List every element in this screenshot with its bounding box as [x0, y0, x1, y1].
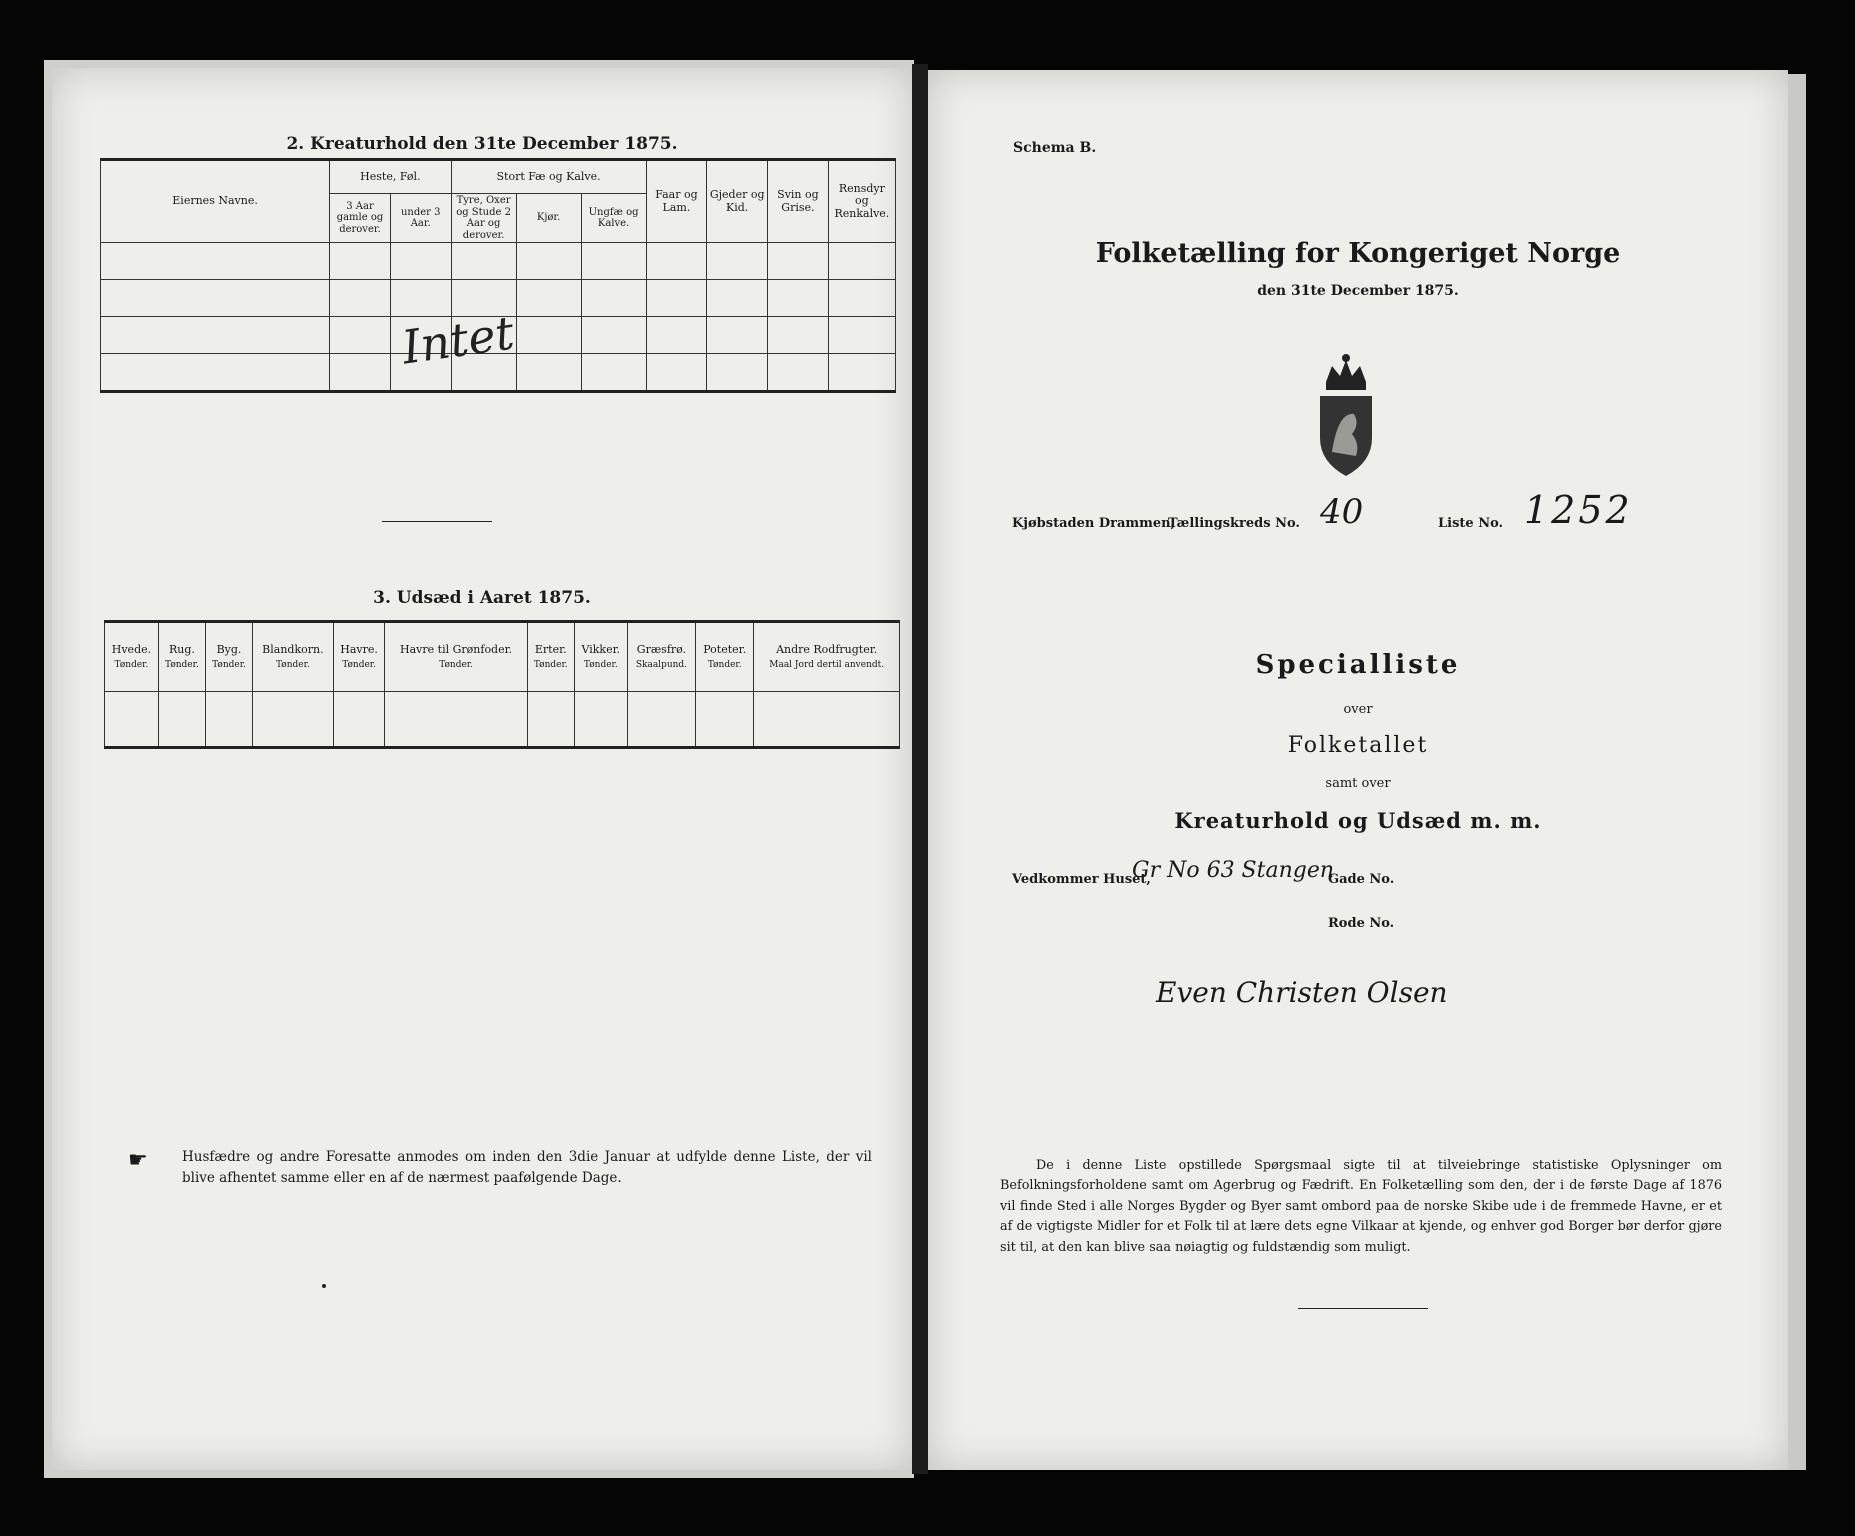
sowing-header-cell	[253, 622, 334, 692]
schema-label: Schema B.	[1013, 140, 1097, 156]
sowing-crop-label: Erter.	[534, 642, 567, 656]
sowing-unit-label: Tønder.	[583, 660, 618, 671]
sowing-value-cell	[754, 692, 900, 748]
sowing-crop-label: Andre Rodfrugter.	[776, 642, 878, 656]
pointing-hand-icon: ☛	[128, 1148, 148, 1173]
goats-header: Gjeder og Kid.	[707, 160, 768, 243]
sowing-value-cell	[333, 692, 385, 748]
district-label: Tællingskreds No.	[1168, 516, 1300, 531]
book-gutter	[912, 64, 928, 1474]
sowing-unit-label: Tønder.	[165, 660, 199, 671]
kreatur-text: Kreaturhold og Udsæd m. m.	[1174, 808, 1542, 833]
sowing-unit-label: Tønder.	[533, 660, 568, 671]
sowing-unit-label: Tønder.	[114, 660, 149, 671]
reindeer-header: Rensdyr og Renkalve.	[828, 160, 895, 243]
sowing-unit-label: Maal Jord dertil anvendt.	[769, 660, 885, 671]
street-label: Gade No.	[1328, 872, 1395, 887]
sheep-header: Faar og Lam.	[646, 160, 707, 243]
right-page	[928, 70, 1788, 1470]
sowing-header-cell	[527, 622, 574, 692]
divider	[1298, 1308, 1428, 1309]
specialliste-title: Specialliste	[1255, 650, 1461, 680]
table-row	[101, 243, 896, 280]
notice-text: Husfædre og andre Foresatte anmodes om inden den 3die Januar at udfylde denne Liste, der vil blive afhentet samme eller en af de nærmest paafølgende Dage.	[182, 1149, 872, 1186]
census-date: den 31te December 1875.	[1257, 283, 1459, 299]
over-text: over	[1343, 702, 1373, 717]
info-paragraph: De i denne Liste opstillede Spørgsmaal sigte til at tilveiebringe statistiske Oplysninger om Befolkningsforholdene samt om Agerbrug og Fædrift. En Folketælling som den, der i de første Dage af 1876 vil finde Sted i alle Norges Bygder og Byer samt ombord paa de norske Skibe ude i de fremmede Havne, er et af de vigtigste Midler for et Folk til at lære dets egne Vilkaar at kjende, og enhver god Borger bør derfor gjøre sit til, at den kan blive saa nøiagtig og fuldstændig som muligt.	[1000, 1158, 1722, 1255]
sowing-crop-label: Byg.	[216, 642, 242, 656]
list-label: Liste No.	[1438, 516, 1504, 531]
cattle-young-header: Ungfæ og Kalve.	[581, 194, 646, 243]
town-label: Kjøbstaden Drammen,	[1012, 516, 1176, 531]
sowing-value-cell	[205, 692, 252, 748]
sowing-header-cell	[158, 622, 205, 692]
sowing-table	[104, 620, 900, 749]
sowing-value-cell	[527, 692, 574, 748]
page-stack-edge	[1788, 74, 1806, 1470]
folketallet-text: Folketallet	[1287, 733, 1429, 758]
ink-dot	[322, 1284, 326, 1288]
sowing-crop-label: Havre til Grønfoder.	[400, 642, 513, 656]
section3-title: 3. Udsæd i Aaret 1875.	[373, 588, 591, 608]
sowing-unit-label: Skaalpund.	[635, 660, 688, 671]
sowing-header-cell	[696, 622, 754, 692]
sowing-unit-label: Tønder.	[342, 660, 376, 671]
sowing-header-cell	[627, 622, 695, 692]
sowing-value-cell	[696, 692, 754, 748]
sowing-crop-label: Havre.	[340, 642, 378, 656]
cattle-cows-header: Kjør.	[516, 194, 581, 243]
pigs-header: Svin og Grise.	[768, 160, 829, 243]
sowing-crop-label: Hvede.	[111, 642, 152, 656]
sowing-crop-label: Poteter.	[703, 642, 747, 656]
sowing-value-cell	[627, 692, 695, 748]
sowing-crop-label: Vikker.	[581, 642, 621, 656]
sowing-value-cell	[574, 692, 627, 748]
horses-header: Heste, Føl.	[330, 160, 451, 194]
sowing-header-cell	[754, 622, 900, 692]
sowing-unit-label: Tønder.	[439, 660, 473, 671]
district-value: 40	[1320, 492, 1364, 532]
sowing-value-cell	[385, 692, 527, 748]
sowing-crop-label: Græsfrø.	[636, 642, 687, 656]
signature: Even Christen Olsen	[1156, 976, 1448, 1009]
horses-under3-header: under 3 Aar.	[390, 194, 451, 243]
sowing-header-cell	[385, 622, 527, 692]
sowing-unit-label: Tønder.	[212, 660, 246, 671]
sowing-unit-label: Tønder.	[707, 660, 742, 671]
page-title: Folketælling for Kongeriget Norge	[1095, 238, 1621, 269]
list-value: 1252	[1524, 488, 1633, 532]
samt-over-text: samt over	[1325, 776, 1391, 791]
rode-label: Rode No.	[1328, 916, 1395, 931]
horses-3-header: 3 Aar gamle og derover.	[330, 194, 391, 243]
sowing-header-cell	[333, 622, 385, 692]
cattle-bulls-header: Tyre, Oxer og Stude 2 Aar og derover.	[451, 194, 516, 243]
sowing-crop-label: Blandkorn.	[262, 642, 324, 656]
sowing-value-cell	[253, 692, 334, 748]
divider	[382, 521, 492, 522]
section2-title: 2. Kreaturhold den 31te December 1875.	[286, 134, 678, 154]
sowing-value-cell	[158, 692, 205, 748]
sowing-value-cell	[105, 692, 159, 748]
owner-header: Eiernes Navne.	[101, 160, 330, 243]
house-value: Gr No 63 Stangen	[1132, 858, 1335, 883]
house-label: Vedkommer Huset,	[1012, 872, 1151, 887]
sowing-header-cell	[205, 622, 252, 692]
sowing-header-cell	[105, 622, 159, 692]
left-page	[52, 68, 912, 1470]
livestock-handwritten-entry: Intet	[398, 305, 518, 375]
cattle-header: Stort Fæ og Kalve.	[451, 160, 646, 194]
sowing-unit-label: Tønder.	[276, 660, 310, 671]
norwegian-coat-of-arms-icon	[1308, 352, 1384, 480]
sowing-header-cell	[574, 622, 627, 692]
sowing-crop-label: Rug.	[168, 642, 195, 656]
